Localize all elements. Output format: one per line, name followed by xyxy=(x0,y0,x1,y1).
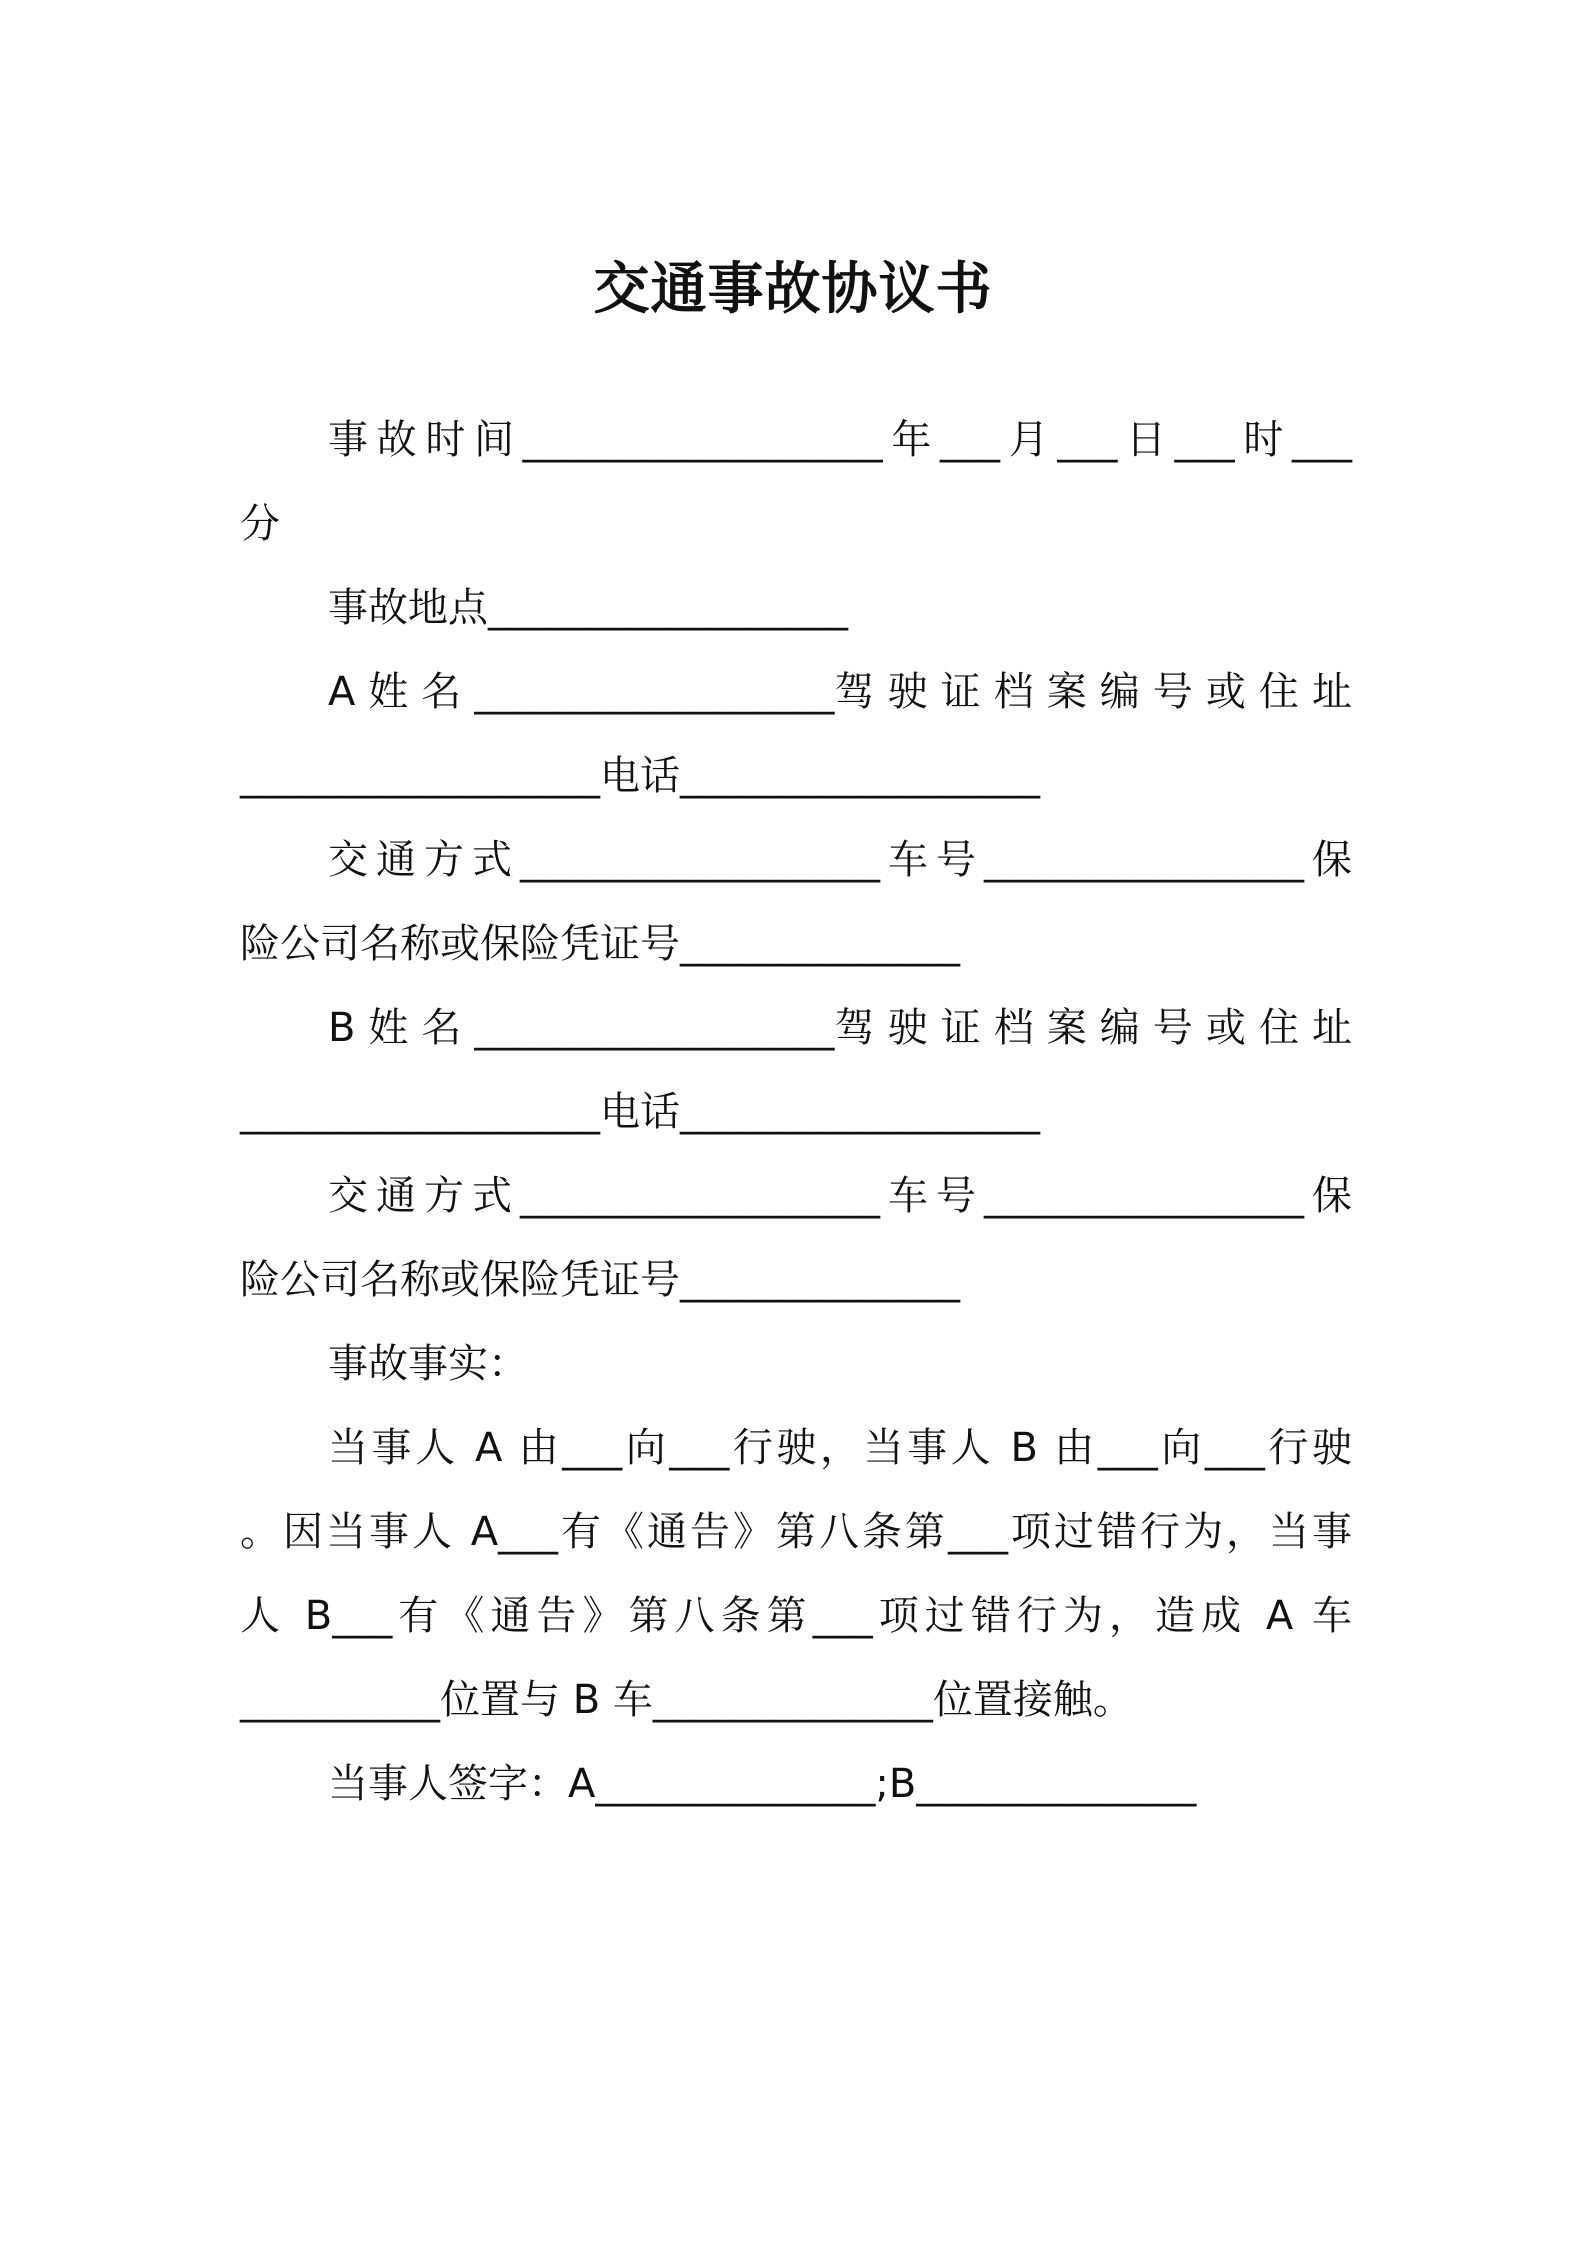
accident-facts-line-3: 人 B___有《通告》第八条第___项过错行为，造成 A 车 xyxy=(240,1593,1352,1639)
accident-facts-line-1: 当事人 A 由___向___行驶，当事人 B 由___向___行驶 xyxy=(328,1425,1352,1471)
party-b-phone-line: __________________电话__________________ xyxy=(240,1089,1040,1135)
party-b-insurance-line: 险公司名称或保险凭证号______________ xyxy=(240,1257,960,1303)
party-signature-line: 当事人签字：A______________;B______________ xyxy=(328,1761,1197,1807)
accident-facts-line-2: 。因当事人 A___有《通告》第八条第___项过错行为，当事 xyxy=(240,1509,1352,1555)
accident-facts-heading: 事故事实： xyxy=(328,1341,528,1387)
party-a-phone-line: __________________电话__________________ xyxy=(240,753,1040,799)
party-a-vehicle-line: 交通方式__________________车号________________保 xyxy=(328,837,1352,883)
party-b-name-line: B 姓 名 __________________驾 驶 证 档 案 编 号 或 住 址 xyxy=(328,1005,1352,1051)
accident-location-line: 事故地点__________________ xyxy=(328,585,848,631)
accident-time-line: 事故时间__________________年___月___日___时___ xyxy=(328,417,1352,463)
accident-facts-line-4: __________位置与 B 车______________位置接触。 xyxy=(240,1677,1133,1723)
party-a-insurance-line: 险公司名称或保险凭证号______________ xyxy=(240,921,960,967)
document-title: 交通事故协议书 xyxy=(593,257,993,322)
accident-time-minute-line: 分 xyxy=(240,501,280,547)
party-a-name-line: A 姓 名 __________________驾 驶 证 档 案 编 号 或 住 址 xyxy=(328,669,1352,715)
party-b-vehicle-line: 交通方式__________________车号________________保 xyxy=(328,1173,1352,1219)
